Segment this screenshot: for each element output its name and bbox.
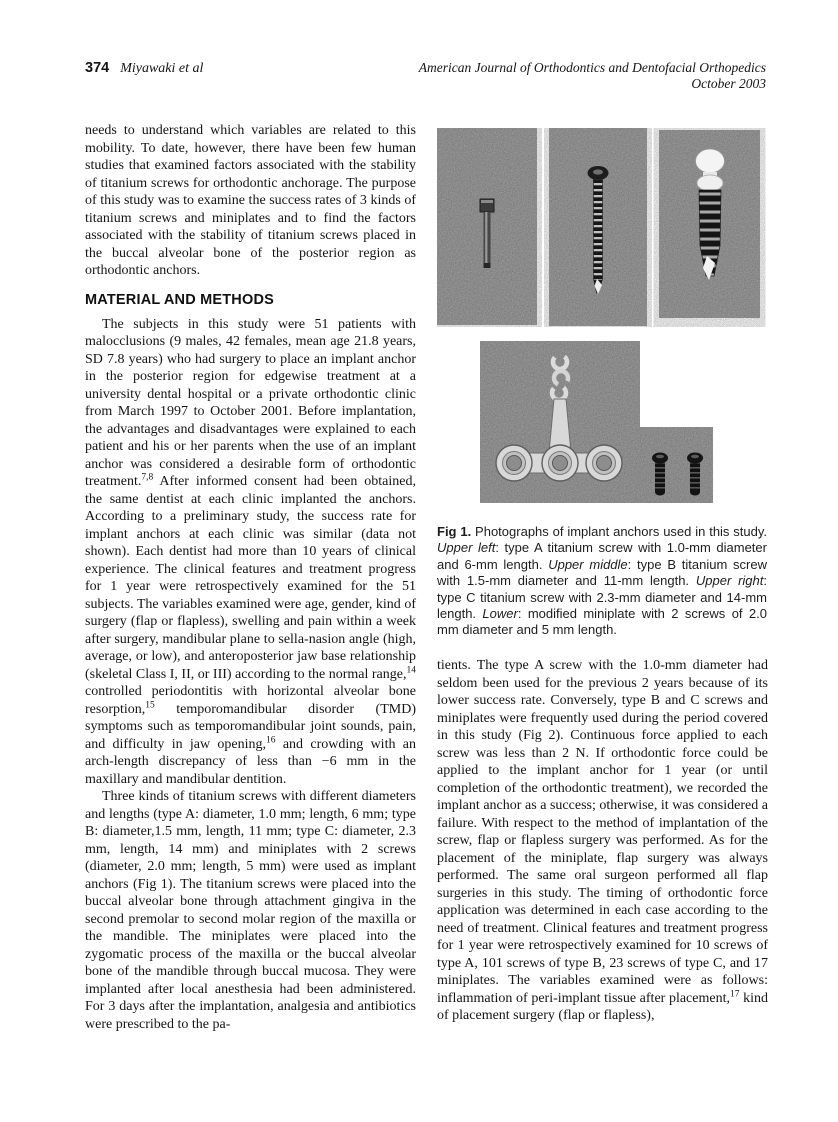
miniplate-photo <box>480 341 713 503</box>
page-number: 374 <box>85 60 110 76</box>
right-body-paragraph: tients. The type A screw with the 1.0-mm diameter had seldom been used for the previous 2 years because of its lower success rate. Conversely, type B and C screws and miniplates were frequently used during the period covered in this study (Fig 2). Continuous force applied to each screw was less than 2 N. If orthodontic force could be applied to the implant anchor for 1 year (or until completion of the orthodontic treatment), we recorded the implant anchor as a success; otherwise, it was considered a failure. With respect to the method of implantation of the screw, flap or flapless surgery was performed. As for the placement of the miniplate, flap surgery was always performed. The same oral surgeon performed all flap surgeries in this study. The timing of orthodontic force application was determined in each case according to the need of treatment. Clinical features and treatment progress for 1 year were retrospectively examined for 10 screws of type A, 101 screws of type B, 23 screws of type C, and 17 miniplates. The variables examined were as follows: inflammation of peri-implant tissue after placement,$^{17}$ kind of placement surgery (flap or flapless), <box>437 658 768 1023</box>
figure1-photo-row <box>437 128 767 327</box>
issue-date: October 2003 <box>691 76 766 91</box>
intro-paragraph: needs to understand which variables are related to this mobility. To date, however, there have been few human studies that examined factors associated with the stability of titanium screws for orthodontic anchorage. The purpose of this study was to examine the success rates of 3 kinds of titanium screws and miniplates and to find the factors associated with the stability of titanium screws placed in the buccal alveolar bone of the posterior region as orthodontic anchors. <box>85 123 416 278</box>
section-heading-material-and-methods: MATERIAL AND METHODS <box>85 291 275 308</box>
running-head-authors: Miyawaki et al <box>120 61 204 76</box>
figure1-caption: Fig 1. Photographs of implant anchors used in this study. Upper left: type A titanium screw with 1.0-mm diameter and 6-mm length. Upper middle: type B titanium screw with 1.5-mm diameter and 11-mm length. Upper right: type C titanium screw with 2.3-mm diameter and 14-mm length. Lower: modified miniplate with 2 screws of 2.0 mm diameter and 5 mm length. <box>437 524 768 638</box>
running-header-left <box>85 60 203 77</box>
journal-title: American Journal of Orthodontics and Dentofacial Orthopedics <box>418 60 766 75</box>
photo-type-c-screw <box>659 130 760 318</box>
figure1-screw-photos <box>437 128 767 327</box>
left-column <box>85 122 416 1033</box>
photo-type-a-screw <box>437 128 537 325</box>
photo-type-b-screw <box>549 128 647 326</box>
running-header-right <box>419 60 766 92</box>
methods-paragraph-2: Three kinds of titanium screws with different diameters and lengths (type A: diameter, 1.0 mm; length, 6 mm; type B: diameter,1.5 mm, length, 11 mm; type C: diameter, 2.3 mm, length, 14 mm) and miniplates with 2 screws (diameter, 2.0 mm; length, 5 mm) were used as implant anchors (Fig 1). The titanium screws were placed into the buccal alveolar bone through attachment gingiva in the second premolar to second molar region of the maxilla or the mandible. The miniplates were placed into the zygomatic process of the maxilla or the buccal alveolar bone of the mandible through buccal mucosa. They were implanted after local anesthesia had been administered. For 3 days after the implantation, analgesia and antibiotics were prescribed to the pa- <box>85 789 416 1032</box>
figure1-photo-miniplate <box>480 341 713 503</box>
right-column <box>437 657 768 1025</box>
methods-paragraph-1: The subjects in this study were 51 patients with malocclusions (9 males, 42 females, mean age 21.8 years, SD 7.8 years) who had surgery to place an implant anchor in the posterior region for edgewise treatment at a university dental hospital or a private orthodontic clinic from March 1997 to October 2001. Before implantation, the advantages and disadvantages were explained to each patient and his or her parents when the use of an implant anchor was considered a desirable form of orthodontic treatment.$^{7,8}$ After informed consent had been obtained, the same dentist at each clinic implanted the anchors. According to a preliminary study, the success rate for implant anchors at each clinic was similar (data not shown). Each dentist had more than 10 years of clinical experience. The clinical features and treatment progress for 1 year were retrospectively examined for the 51 subjects. The variables examined were age, gender, kind of surgery (flap or flapless), swelling and pain within a week after surgery, mandibular plane to sella-nasion angle (high, average, or low), and anteroposterior jaw base relationship (skeletal Class I, II, or III) according to the normal range,$^{14}$ controlled periodontitis with horizontal alveolar bone resorption,$^{15}$ temporomandibular disorder (TMD) symptoms such as temporomandibular joint sounds, pain, and difficulty in jaw opening,$^{16}$ and crowding with an arch-length discrepancy of less than −6 mm in the maxillary and mandibular dentition. <box>85 316 416 787</box>
